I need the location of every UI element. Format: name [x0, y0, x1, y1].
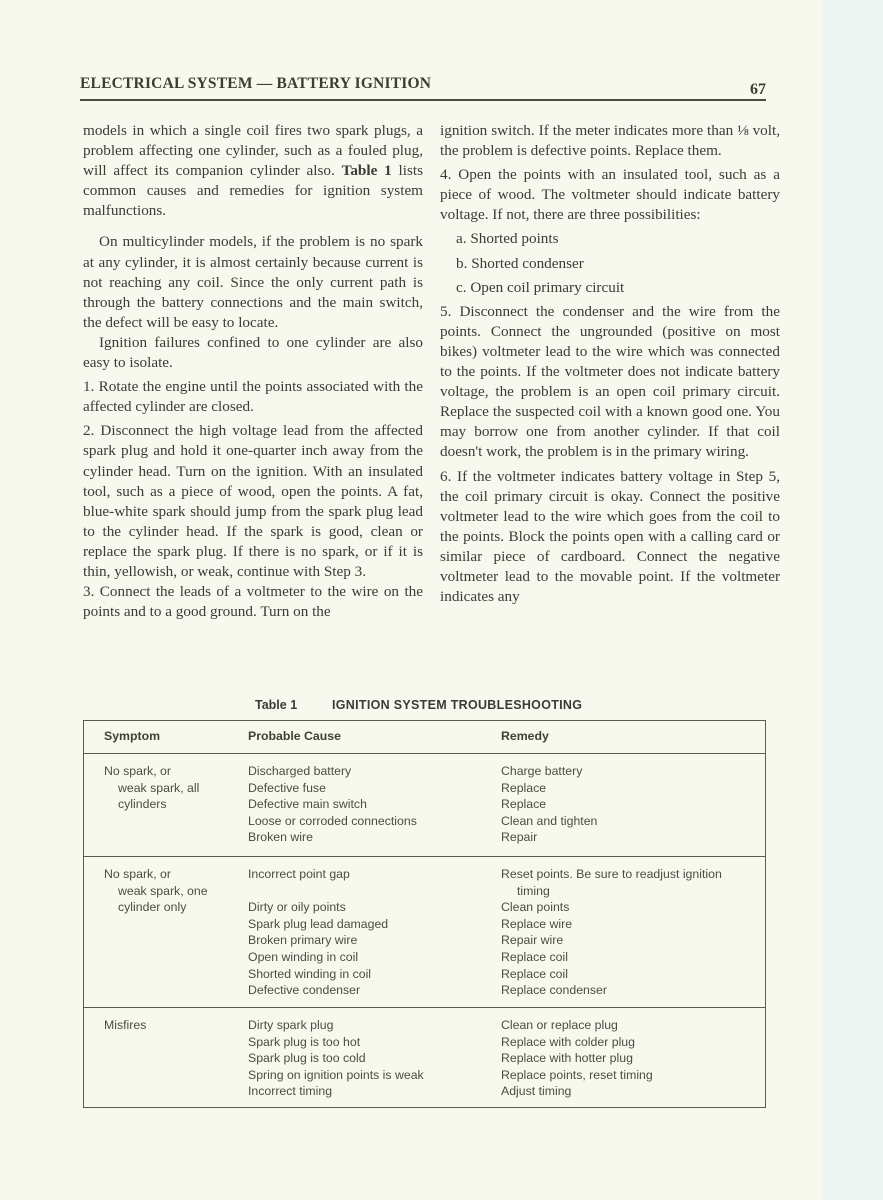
table-label: Table 1	[255, 698, 298, 712]
right-column	[440, 121, 780, 607]
cause-cell: Incorrect point gap Dirty or oily points Spark plug lead damaged Broken primary wire Open winding in coil Shorted winding in coil Defective condenser	[248, 867, 389, 998]
table-row-group	[84, 857, 765, 1008]
column-header-cause: Probable Cause	[248, 729, 341, 743]
left-column	[83, 121, 423, 622]
table-row-group	[84, 754, 765, 857]
troubleshooting-table	[83, 720, 766, 1108]
symptom-cell: No spark, or weak spark, one cylinder only	[104, 867, 208, 915]
column-header-symptom: Symptom	[104, 729, 161, 743]
page-margin-strip	[823, 0, 883, 1200]
paragraph: models in which a single coil fires two spark plugs, a problem affecting one cylinder, such as a fouled plug, will affect its companion cylinder also. Table 1 lists common causes and remedies for ignition system malfunctions.	[83, 122, 423, 220]
possibility-b: b. Shorted condenser	[456, 254, 584, 272]
step-1: 1. Rotate the engine until the points associated with the affected cylinder are closed.	[83, 378, 423, 416]
step-6: 6. If the voltmeter indicates battery voltage in Step 5, the coil primary circuit is okay. Connect the positive voltmeter lead to the wire which goes from the coil to the points. Block the points open with a calling card or similar piece of cardboard. Connect the negative voltmeter lead to the movable point. If the voltmeter indicates any	[440, 467, 780, 606]
symptom-cell: Misfires	[104, 1018, 147, 1032]
remedy-cell: Charge battery Replace Replace Clean and tighten Repair	[501, 764, 598, 845]
paragraph: On multicylinder models, if the problem is no spark at any cylinder, it is almost certainly because current is not reaching any coil. Since the only current path is through the battery connections and the main switch, the defect will be easy to locate.	[83, 233, 423, 331]
cause-cell: Discharged battery Defective fuse Defective main switch Loose or corroded connections Broken wire	[248, 764, 417, 845]
table-row-group	[84, 1008, 765, 1108]
step-4: 4. Open the points with an insulated tool, such as a piece of wood. The voltmeter should indicate battery voltage. If not, there are three possibilities:	[440, 166, 780, 224]
paragraph: Ignition failures confined to one cylinder are also easy to isolate.	[83, 333, 423, 372]
cause-cell: Dirty spark plug Spark plug is too hot Spark plug is too cold Spring on ignition points is weak Incorrect timing	[248, 1018, 424, 1099]
column-header-remedy: Remedy	[501, 729, 549, 743]
symptom-cell: No spark, or weak spark, all cylinders	[104, 764, 200, 812]
table-header-row	[84, 721, 765, 754]
chapter-title: ELECTRICAL SYSTEM — BATTERY IGNITION	[80, 75, 432, 92]
step-2: 2. Disconnect the high voltage lead from the affected spark plug and hold it one-quarter inch away from the cylinder head. Turn on the ignition. With an insulated tool, such as a piece of wood, open the points. A fat, blue-white spark should jump from the spark plug lead to the cylinder head. If the spark is good, clean or replace the spark plug. If there is no spark, or if it is thin, yellowish, or weak, continue with Step 3.	[83, 422, 423, 580]
step-3: 3. Connect the leads of a voltmeter to the wire on the points and to a good ground. Turn on the	[83, 583, 423, 621]
table-reference: Table 1	[341, 162, 392, 180]
page-number: 67	[750, 81, 766, 98]
possibility-c: c. Open coil primary circuit	[456, 278, 625, 296]
running-header	[80, 75, 766, 101]
possibility-a: a. Shorted points	[456, 230, 559, 248]
paragraph: ignition switch. If the meter indicates more than ⅛ volt, the problem is defective points. Replace them.	[440, 122, 780, 160]
table-title: IGNITION SYSTEM TROUBLESHOOTING	[332, 698, 583, 712]
remedy-cell: Clean or replace plug Replace with colder plug Replace with hotter plug Replace points, reset timing Adjust timing	[501, 1018, 653, 1099]
step-5: 5. Disconnect the condenser and the wire from the points. Connect the ungrounded (positive on most bikes) voltmeter lead to the wire which was connected to the points. If the voltmeter does not indicate battery voltage, the problem is an open coil primary circuit. Replace the suspected coil with a known good one. You may borrow one from another cylinder. If that coil doesn't work, the problem is in the primary wiring.	[440, 302, 780, 461]
remedy-cell: Reset points. Be sure to readjust ignition timing Clean points Replace wire Repair wire Replace coil Replace coil Replace condenser	[501, 867, 722, 998]
